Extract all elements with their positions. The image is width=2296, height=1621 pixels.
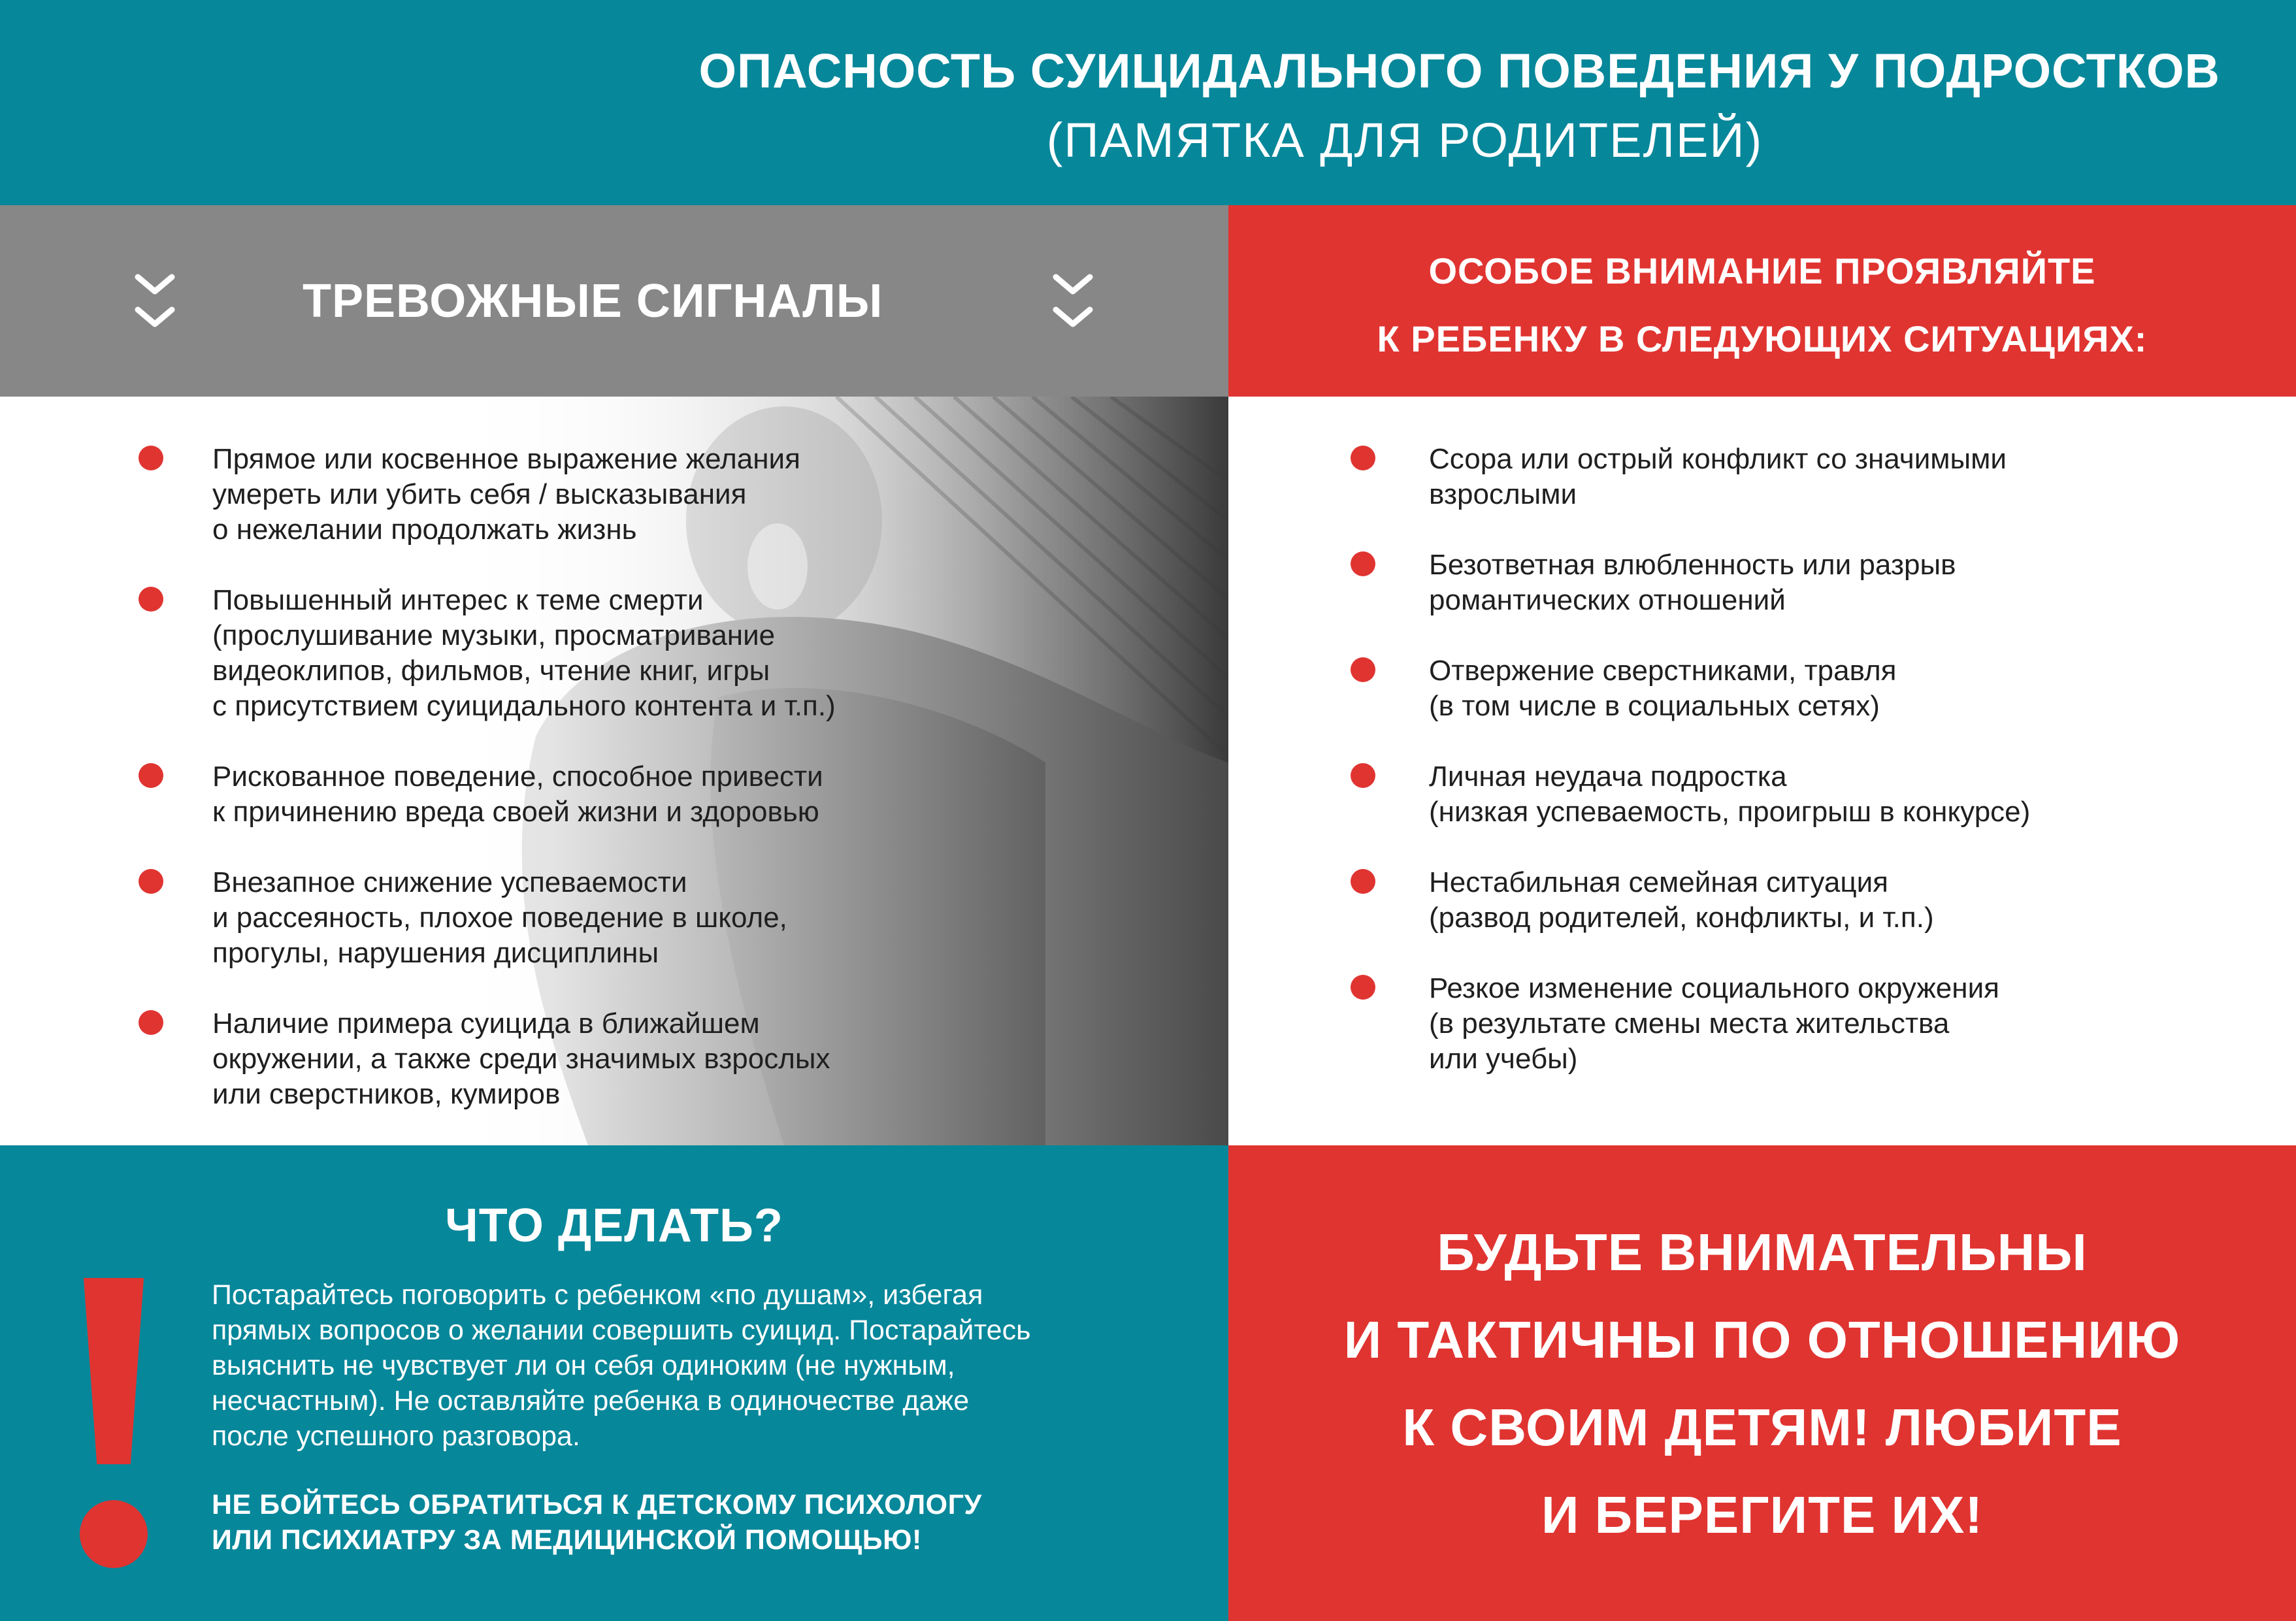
list-item-text: Безответная влюбленность или разрыв bbox=[1429, 549, 1956, 581]
callout-line: И ТАКТИЧНЫ ПО ОТНОШЕНИЮ bbox=[1343, 1311, 2181, 1369]
list-item-text: видеоклипов, фильмов, чтение книг, игры bbox=[212, 655, 770, 687]
list-item-text: или сверстников, кумиров bbox=[212, 1078, 561, 1110]
list-item-text: (в том числе в социальных сетях) bbox=[1429, 690, 1880, 722]
list-item-text: окружении, а также среди значимых взрослых bbox=[212, 1043, 830, 1075]
chevron-double-down-icon bbox=[133, 272, 177, 335]
bullet-dot-icon bbox=[1351, 869, 1375, 894]
bullet-dot-icon bbox=[1351, 446, 1375, 470]
exclamation-dot-icon bbox=[80, 1500, 148, 1568]
list-item-text: Ссора или острый конфликт со значимыми bbox=[1429, 443, 2007, 475]
emphasis-line: ИЛИ ПСИХИАТРУ ЗА МЕДИЦИНСКОЙ ПОМОЩЬЮ! bbox=[212, 1524, 922, 1556]
list-item-text: о нежелании продолжать жизнь bbox=[212, 514, 637, 546]
signals-section-header bbox=[0, 205, 1228, 397]
body-line: Постарайтесь поговорить с ребенком «по душам», избегая bbox=[212, 1279, 983, 1311]
body-line: несчастным). Не оставляйте ребенка в одиночестве даже bbox=[212, 1385, 970, 1416]
list-item-text: взрослыми bbox=[1429, 478, 1577, 510]
what-to-do-title: ЧТО ДЕЛАТЬ? bbox=[445, 1200, 783, 1252]
bullet-dot-icon bbox=[1351, 975, 1375, 1000]
body-line: после успешного разговора. bbox=[212, 1420, 580, 1452]
signals-title: ТРЕВОЖНЫЕ СИГНАЛЫ bbox=[303, 275, 883, 327]
list-item-text: Резкое изменение социального окружения bbox=[1429, 972, 1999, 1004]
list-item-text: Наличие примера суицида в ближайшем bbox=[212, 1007, 760, 1040]
attention-section-header bbox=[1228, 205, 2296, 397]
bullet-dot-icon bbox=[139, 1010, 163, 1035]
list-item-text: умереть или убить себя / высказывания bbox=[212, 478, 747, 510]
bullet-dot-icon bbox=[139, 446, 163, 470]
attention-title-line: ОСОБОЕ ВНИМАНИЕ ПРОЯВЛЯЙТЕ bbox=[1428, 250, 2096, 291]
list-item-text: романтических отношений bbox=[1429, 584, 1786, 616]
list-item-text: или учебы) bbox=[1429, 1043, 1578, 1075]
list-item-text: Рискованное поведение, способное привести bbox=[212, 761, 823, 793]
list-item-text: (развод родителей, конфликты, и т.п.) bbox=[1429, 902, 1934, 934]
page-title: ОПАСНОСТЬ СУИЦИДАЛЬНОГО ПОВЕДЕНИЯ У ПОДРОСТКОВ bbox=[698, 44, 2220, 98]
list-item-text: Личная неудача подростка bbox=[1429, 761, 1787, 793]
callout-line: БУДЬТЕ ВНИМАТЕЛЬНЫ bbox=[1437, 1223, 2088, 1281]
list-item-text: к причинению вреда своей жизни и здоровью bbox=[212, 796, 819, 828]
list-item-text: и рассеяность, плохое поведение в школе, bbox=[212, 902, 787, 934]
body-line: прямых вопросов о желании совершить суицид. Постарайтесь bbox=[212, 1315, 1031, 1346]
chevron-double-down-icon bbox=[1051, 272, 1095, 335]
bullet-dot-icon bbox=[1351, 551, 1375, 576]
bullet-dot-icon bbox=[1351, 657, 1375, 682]
bullet-dot-icon bbox=[139, 763, 163, 788]
what-to-do-section bbox=[0, 1145, 1228, 1621]
list-item-text: (в результате смены места жительства bbox=[1429, 1007, 1950, 1040]
callout-line: К СВОИМ ДЕТЯМ! ЛЮБИТЕ bbox=[1402, 1398, 2122, 1456]
exclamation-icon bbox=[84, 1278, 144, 1464]
list-item-text: с присутствием суицидального контента и т.п.) bbox=[212, 690, 836, 722]
list-item-text: Отвержение сверстниками, травля bbox=[1429, 655, 1897, 687]
page-header bbox=[0, 0, 2296, 205]
bullet-dot-icon bbox=[1351, 763, 1375, 788]
list-item-text: (прослушивание музыки, просматривание bbox=[212, 619, 776, 651]
emphasis-line: НЕ БОЙТЕСЬ ОБРАТИТЬСЯ К ДЕТСКОМУ ПСИХОЛОГУ bbox=[212, 1489, 982, 1520]
bullet-dot-icon bbox=[139, 869, 163, 894]
page-subtitle: (ПАМЯТКА ДЛЯ РОДИТЕЛЕЙ) bbox=[1046, 113, 1763, 167]
closing-callout bbox=[1228, 1145, 2296, 1621]
list-item-text: прогулы, нарушения дисциплины bbox=[212, 937, 659, 969]
body-line: выяснить не чувствует ли он себя одиноким (не нужным, bbox=[212, 1350, 955, 1381]
list-item-text: Повышенный интерес к теме смерти bbox=[212, 584, 704, 616]
list-item-text: Прямое или косвенное выражение желания bbox=[212, 443, 800, 475]
what-to-do-body bbox=[212, 1277, 1030, 1454]
attention-title-line: К РЕБЕНКУ В СЛЕДУЮЩИХ СИТУАЦИЯХ: bbox=[1377, 318, 2148, 359]
list-item-text: Нестабильная семейная ситуация bbox=[1429, 866, 1888, 898]
what-to-do-emphasis bbox=[212, 1487, 982, 1558]
list-item-text: Внезапное снижение успеваемости bbox=[212, 866, 687, 898]
list-item-text: (низкая успеваемость, проигрыш в конкурсе) bbox=[1429, 796, 2031, 828]
bullet-dot-icon bbox=[139, 587, 163, 612]
callout-line: И БЕРЕГИТЕ ИХ! bbox=[1541, 1486, 1984, 1544]
